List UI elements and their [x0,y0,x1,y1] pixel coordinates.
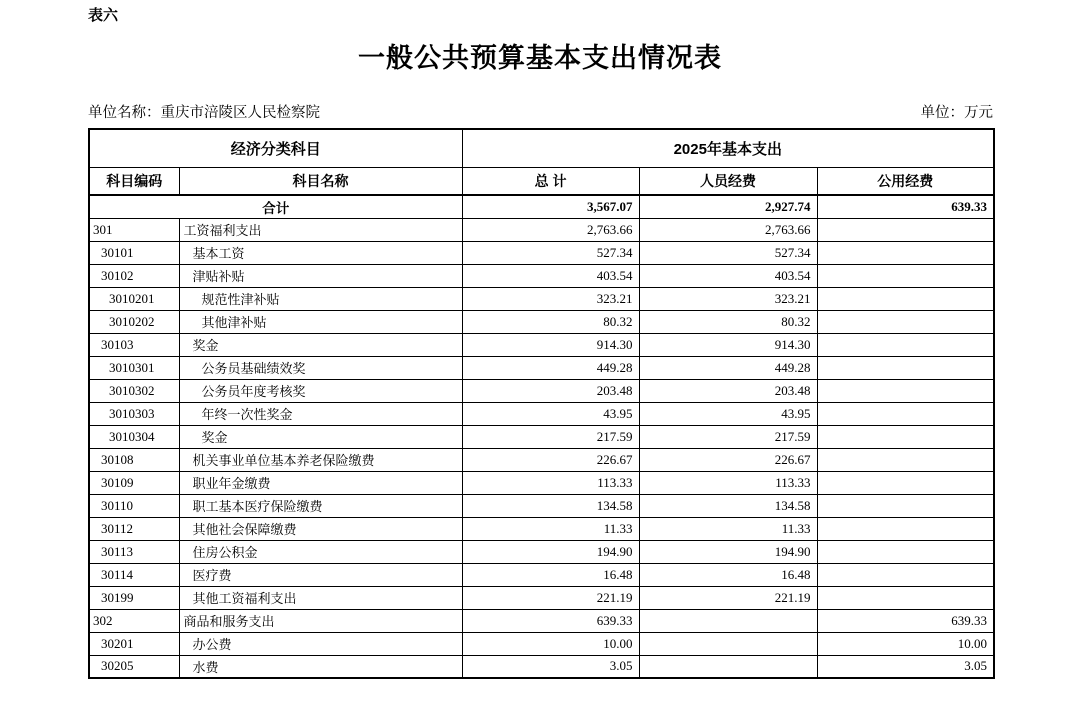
col-header-subject-name: 科目名称 [179,167,462,195]
table-row [89,586,994,609]
table-row [89,609,994,632]
table-row [89,540,994,563]
total-row-total-value: 3,567.07 [462,195,639,218]
cell-total-value: 217.59 [462,425,639,448]
cell-personnel-value: 194.90 [639,540,817,563]
cell-public-value: 639.33 [817,609,994,632]
cell-personnel-value: 16.48 [639,563,817,586]
table-row [89,356,994,379]
cell-subject-name: 机关事业单位基本养老保险缴费 [179,448,462,471]
cell-subject-name: 其他工资福利支出 [179,586,462,609]
cell-subject-code: 30113 [89,540,179,563]
cell-subject-code: 30109 [89,471,179,494]
table-row [89,218,994,241]
cell-public-value [817,494,994,517]
cell-subject-name: 医疗费 [179,563,462,586]
cell-personnel-value: 203.48 [639,379,817,402]
cell-subject-name: 水费 [179,655,462,678]
cell-subject-name: 奖金 [179,333,462,356]
cell-subject-code: 3010301 [89,356,179,379]
cell-public-value [817,586,994,609]
cell-subject-code: 302 [89,609,179,632]
cell-public-value [817,563,994,586]
cell-subject-code: 30102 [89,264,179,287]
cell-subject-name: 奖金 [179,425,462,448]
col-header-public-funds: 公用经费 [817,167,994,195]
budget-table [88,128,995,679]
cell-personnel-value: 449.28 [639,356,817,379]
group-header-2025-basic-expenditure: 2025年基本支出 [462,129,994,167]
cell-public-value [817,425,994,448]
table-row [89,241,994,264]
cell-subject-name: 职工基本医疗保险缴费 [179,494,462,517]
column-header-row [89,167,994,195]
cell-public-value [817,471,994,494]
cell-personnel-value [639,632,817,655]
table-row [89,287,994,310]
cell-personnel-value: 113.33 [639,471,817,494]
total-row-label: 合计 [89,195,462,218]
table-row [89,310,994,333]
cell-subject-name: 公务员基础绩效奖 [179,356,462,379]
cell-subject-name: 其他津补贴 [179,310,462,333]
cell-public-value [817,218,994,241]
table-row [89,333,994,356]
cell-subject-code: 3010304 [89,425,179,448]
cell-personnel-value: 403.54 [639,264,817,287]
info-row [88,101,993,122]
cell-personnel-value [639,609,817,632]
cell-subject-code: 30103 [89,333,179,356]
page-title: 一般公共预算基本支出情况表 [358,43,722,73]
cell-public-value [817,333,994,356]
group-header-economic-classification: 经济分类科目 [89,129,462,167]
cell-subject-name: 其他社会保障缴费 [179,517,462,540]
cell-total-value: 80.32 [462,310,639,333]
cell-subject-code: 30205 [89,655,179,678]
cell-personnel-value: 11.33 [639,517,817,540]
table-row [89,517,994,540]
table-body [89,195,994,678]
total-row [89,195,994,218]
cell-subject-name: 工资福利支出 [179,218,462,241]
cell-subject-code: 30201 [89,632,179,655]
cell-subject-name: 规范性津补贴 [179,287,462,310]
cell-public-value [817,356,994,379]
cell-subject-code: 30112 [89,517,179,540]
cell-total-value: 323.21 [462,287,639,310]
cell-personnel-value: 134.58 [639,494,817,517]
cell-subject-code: 301 [89,218,179,241]
cell-total-value: 2,763.66 [462,218,639,241]
cell-subject-code: 3010302 [89,379,179,402]
cell-total-value: 113.33 [462,471,639,494]
cell-subject-name: 年终一次性奖金 [179,402,462,425]
cell-personnel-value [639,655,817,678]
cell-total-value: 11.33 [462,517,639,540]
cell-personnel-value: 527.34 [639,241,817,264]
cell-subject-code: 3010303 [89,402,179,425]
cell-public-value [817,241,994,264]
col-header-personnel-funds: 人员经费 [639,167,817,195]
cell-subject-code: 30114 [89,563,179,586]
cell-total-value: 226.67 [462,448,639,471]
cell-public-value [817,517,994,540]
cell-total-value: 221.19 [462,586,639,609]
cell-personnel-value: 221.19 [639,586,817,609]
cell-subject-code: 30108 [89,448,179,471]
cell-subject-name: 公务员年度考核奖 [179,379,462,402]
table-row [89,379,994,402]
table-row [89,264,994,287]
cell-total-value: 10.00 [462,632,639,655]
cell-public-value [817,448,994,471]
cell-personnel-value: 217.59 [639,425,817,448]
table-row [89,494,994,517]
cell-personnel-value: 226.67 [639,448,817,471]
total-row-personnel-value: 2,927.74 [639,195,817,218]
cell-subject-code: 30199 [89,586,179,609]
cell-public-value [817,287,994,310]
cell-public-value: 3.05 [817,655,994,678]
cell-total-value: 43.95 [462,402,639,425]
cell-total-value: 639.33 [462,609,639,632]
cell-total-value: 3.05 [462,655,639,678]
cell-subject-name: 商品和服务支出 [179,609,462,632]
group-header-row [89,129,994,167]
col-header-subject-code: 科目编码 [89,167,179,195]
cell-public-value [817,379,994,402]
cell-public-value [817,264,994,287]
col-header-total: 总 计 [462,167,639,195]
table-row [89,632,994,655]
unit-name-label: 单位名称：重庆市涪陵区人民检察院 [88,105,320,121]
cell-total-value: 203.48 [462,379,639,402]
table-header [89,129,994,195]
cell-personnel-value: 80.32 [639,310,817,333]
cell-subject-code: 30101 [89,241,179,264]
cell-total-value: 194.90 [462,540,639,563]
table-label: 表六 [88,7,119,24]
cell-total-value: 449.28 [462,356,639,379]
cell-subject-code: 30110 [89,494,179,517]
cell-personnel-value: 323.21 [639,287,817,310]
cell-subject-code: 3010201 [89,287,179,310]
cell-subject-name: 住房公积金 [179,540,462,563]
cell-total-value: 134.58 [462,494,639,517]
unit-of-measure-label: 单位：万元 [920,105,993,121]
total-row-public-value: 639.33 [817,195,994,218]
cell-total-value: 403.54 [462,264,639,287]
cell-total-value: 527.34 [462,241,639,264]
cell-personnel-value: 914.30 [639,333,817,356]
table-row [89,425,994,448]
cell-personnel-value: 43.95 [639,402,817,425]
table-row [89,402,994,425]
cell-personnel-value: 2,763.66 [639,218,817,241]
cell-subject-name: 职业年金缴费 [179,471,462,494]
cell-public-value [817,402,994,425]
table-row [89,448,994,471]
table-row [89,563,994,586]
cell-public-value [817,310,994,333]
cell-subject-name: 津贴补贴 [179,264,462,287]
cell-subject-code: 3010202 [89,310,179,333]
cell-subject-name: 办公费 [179,632,462,655]
cell-total-value: 16.48 [462,563,639,586]
table-row [89,655,994,678]
cell-public-value: 10.00 [817,632,994,655]
table-row [89,471,994,494]
cell-total-value: 914.30 [462,333,639,356]
cell-public-value [817,540,994,563]
cell-subject-name: 基本工资 [179,241,462,264]
